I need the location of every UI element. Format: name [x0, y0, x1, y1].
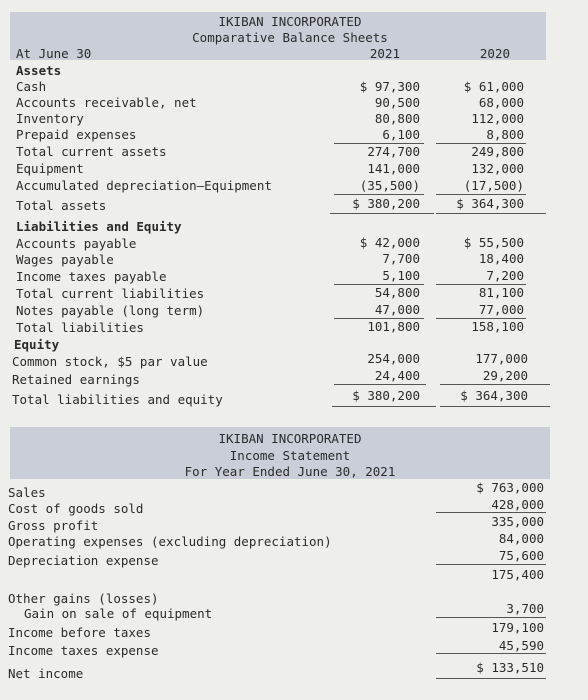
common-stock-2021: 254,000: [367, 351, 420, 366]
income-tax-value: 45,590: [498, 638, 544, 653]
rule: [330, 213, 434, 214]
gain-label: Gain on sale of equipment: [24, 606, 213, 621]
bs-col-2020: 2020: [479, 46, 510, 61]
opex-label: Operating expenses (excluding depreciation): [8, 534, 332, 549]
retained-earnings-2020: 29,200: [482, 368, 528, 383]
notes-2021: 47,000: [374, 302, 420, 317]
rule: [436, 653, 546, 654]
income-before-taxes-label: Income before taxes: [8, 625, 151, 640]
cash-label: Cash: [16, 79, 47, 94]
is-company: IKIBAN INCORPORATED: [218, 431, 362, 446]
ap-label: Accounts payable: [16, 236, 137, 251]
inventory-label: Inventory: [16, 111, 84, 126]
rule: [436, 194, 526, 195]
accum-dep-2020: (17,500): [463, 178, 524, 193]
retained-earnings-label: Retained earnings: [12, 372, 140, 387]
bs-col-2021: 2021: [369, 46, 400, 61]
cogs-value: 428,000: [491, 497, 544, 512]
prepaid-2021: 6,100: [382, 127, 420, 142]
other-gains-heading: Other gains (losses): [8, 591, 159, 606]
cash-2020: $ 61,000: [463, 79, 524, 94]
notes-2020: 77,000: [478, 302, 524, 317]
tcl-label: Total current liabilities: [16, 286, 205, 301]
total-liabilities-label: Total liabilities: [16, 320, 144, 335]
notes-label: Notes payable (long term): [16, 303, 205, 318]
total-liabilities-2021: 101,800: [367, 319, 420, 334]
opex-value: 84,000: [498, 531, 544, 546]
income-before-taxes-value: 179,100: [491, 620, 544, 635]
rule: [436, 678, 546, 679]
total-liabilities-2020: 158,100: [471, 319, 524, 334]
rule: [436, 512, 546, 513]
rule: [440, 406, 550, 407]
tcl-2020: 81,100: [478, 285, 524, 300]
inventory-2021: 80,800: [374, 111, 420, 126]
is-period: For Year Ended June 30, 2021: [184, 464, 396, 479]
rule: [334, 384, 426, 385]
tca-2021: 274,700: [367, 144, 420, 159]
rule: [332, 406, 436, 407]
sales-value: $ 763,000: [476, 480, 544, 495]
tcl-2021: 54,800: [374, 285, 420, 300]
bs-title: Comparative Balance Sheets: [192, 30, 388, 45]
rule: [334, 194, 424, 195]
ap-2021: $ 42,000: [359, 235, 420, 250]
total-assets-2021: $ 380,200: [352, 196, 420, 211]
common-stock-2020: 177,000: [475, 351, 528, 366]
wages-2020: 18,400: [478, 251, 524, 266]
operating-subtotal-value: 175,400: [491, 567, 544, 582]
prepaid-label: Prepaid expenses: [16, 127, 137, 142]
ar-2021: 90,500: [374, 95, 420, 110]
income-tax-label: Income taxes expense: [8, 643, 159, 658]
total-assets-label: Total assets: [16, 198, 107, 213]
equipment-2021: 141,000: [367, 161, 420, 176]
wages-2021: 7,700: [382, 251, 420, 266]
sales-label: Sales: [8, 485, 46, 500]
cogs-label: Cost of goods sold: [8, 501, 144, 516]
equipment-label: Equipment: [16, 161, 84, 176]
tax-payable-2020: 7,200: [486, 268, 524, 283]
gross-profit-label: Gross profit: [8, 518, 99, 533]
liabilities-equity-heading: Liabilities and Equity: [16, 219, 182, 234]
rule: [436, 617, 546, 618]
total-assets-2020: $ 364,300: [456, 196, 524, 211]
bs-date-label: At June 30: [16, 46, 92, 61]
total-le-2021: $ 380,200: [352, 388, 420, 403]
ar-label: Accounts receivable, net: [16, 95, 197, 110]
depreciation-label: Depreciation expense: [8, 553, 159, 568]
wages-label: Wages payable: [16, 252, 114, 267]
assets-heading: Assets: [16, 63, 62, 78]
is-title: Income Statement: [229, 448, 351, 463]
gain-value: 3,700: [506, 601, 544, 616]
net-income-label: Net income: [8, 666, 84, 681]
ar-2020: 68,000: [478, 95, 524, 110]
total-le-2020: $ 364,300: [460, 388, 528, 403]
tax-payable-2021: 5,100: [382, 268, 420, 283]
ap-2020: $ 55,500: [463, 235, 524, 250]
gross-profit-value: 335,000: [491, 514, 544, 529]
prepaid-2020: 8,800: [486, 127, 524, 142]
cash-2021: $ 97,300: [359, 79, 420, 94]
tca-2020: 249,800: [471, 144, 524, 159]
common-stock-label: Common stock, $5 par value: [12, 354, 208, 369]
depreciation-value: 75,600: [498, 548, 544, 563]
bs-company: IKIBAN INCORPORATED: [218, 14, 362, 29]
accum-dep-2021: (35,500): [359, 178, 420, 193]
equity-heading: Equity: [14, 337, 60, 352]
rule: [440, 384, 550, 385]
tca-label: Total current assets: [16, 144, 167, 159]
rule: [436, 564, 546, 565]
rule: [436, 213, 546, 214]
equipment-2020: 132,000: [471, 161, 524, 176]
tax-payable-label: Income taxes payable: [16, 269, 167, 284]
accum-dep-label: Accumulated depreciation–Equipment: [16, 178, 272, 193]
total-le-label: Total liabilities and equity: [12, 392, 223, 407]
inventory-2020: 112,000: [471, 111, 524, 126]
retained-earnings-2021: 24,400: [374, 368, 420, 383]
net-income-value: $ 133,510: [476, 660, 544, 675]
